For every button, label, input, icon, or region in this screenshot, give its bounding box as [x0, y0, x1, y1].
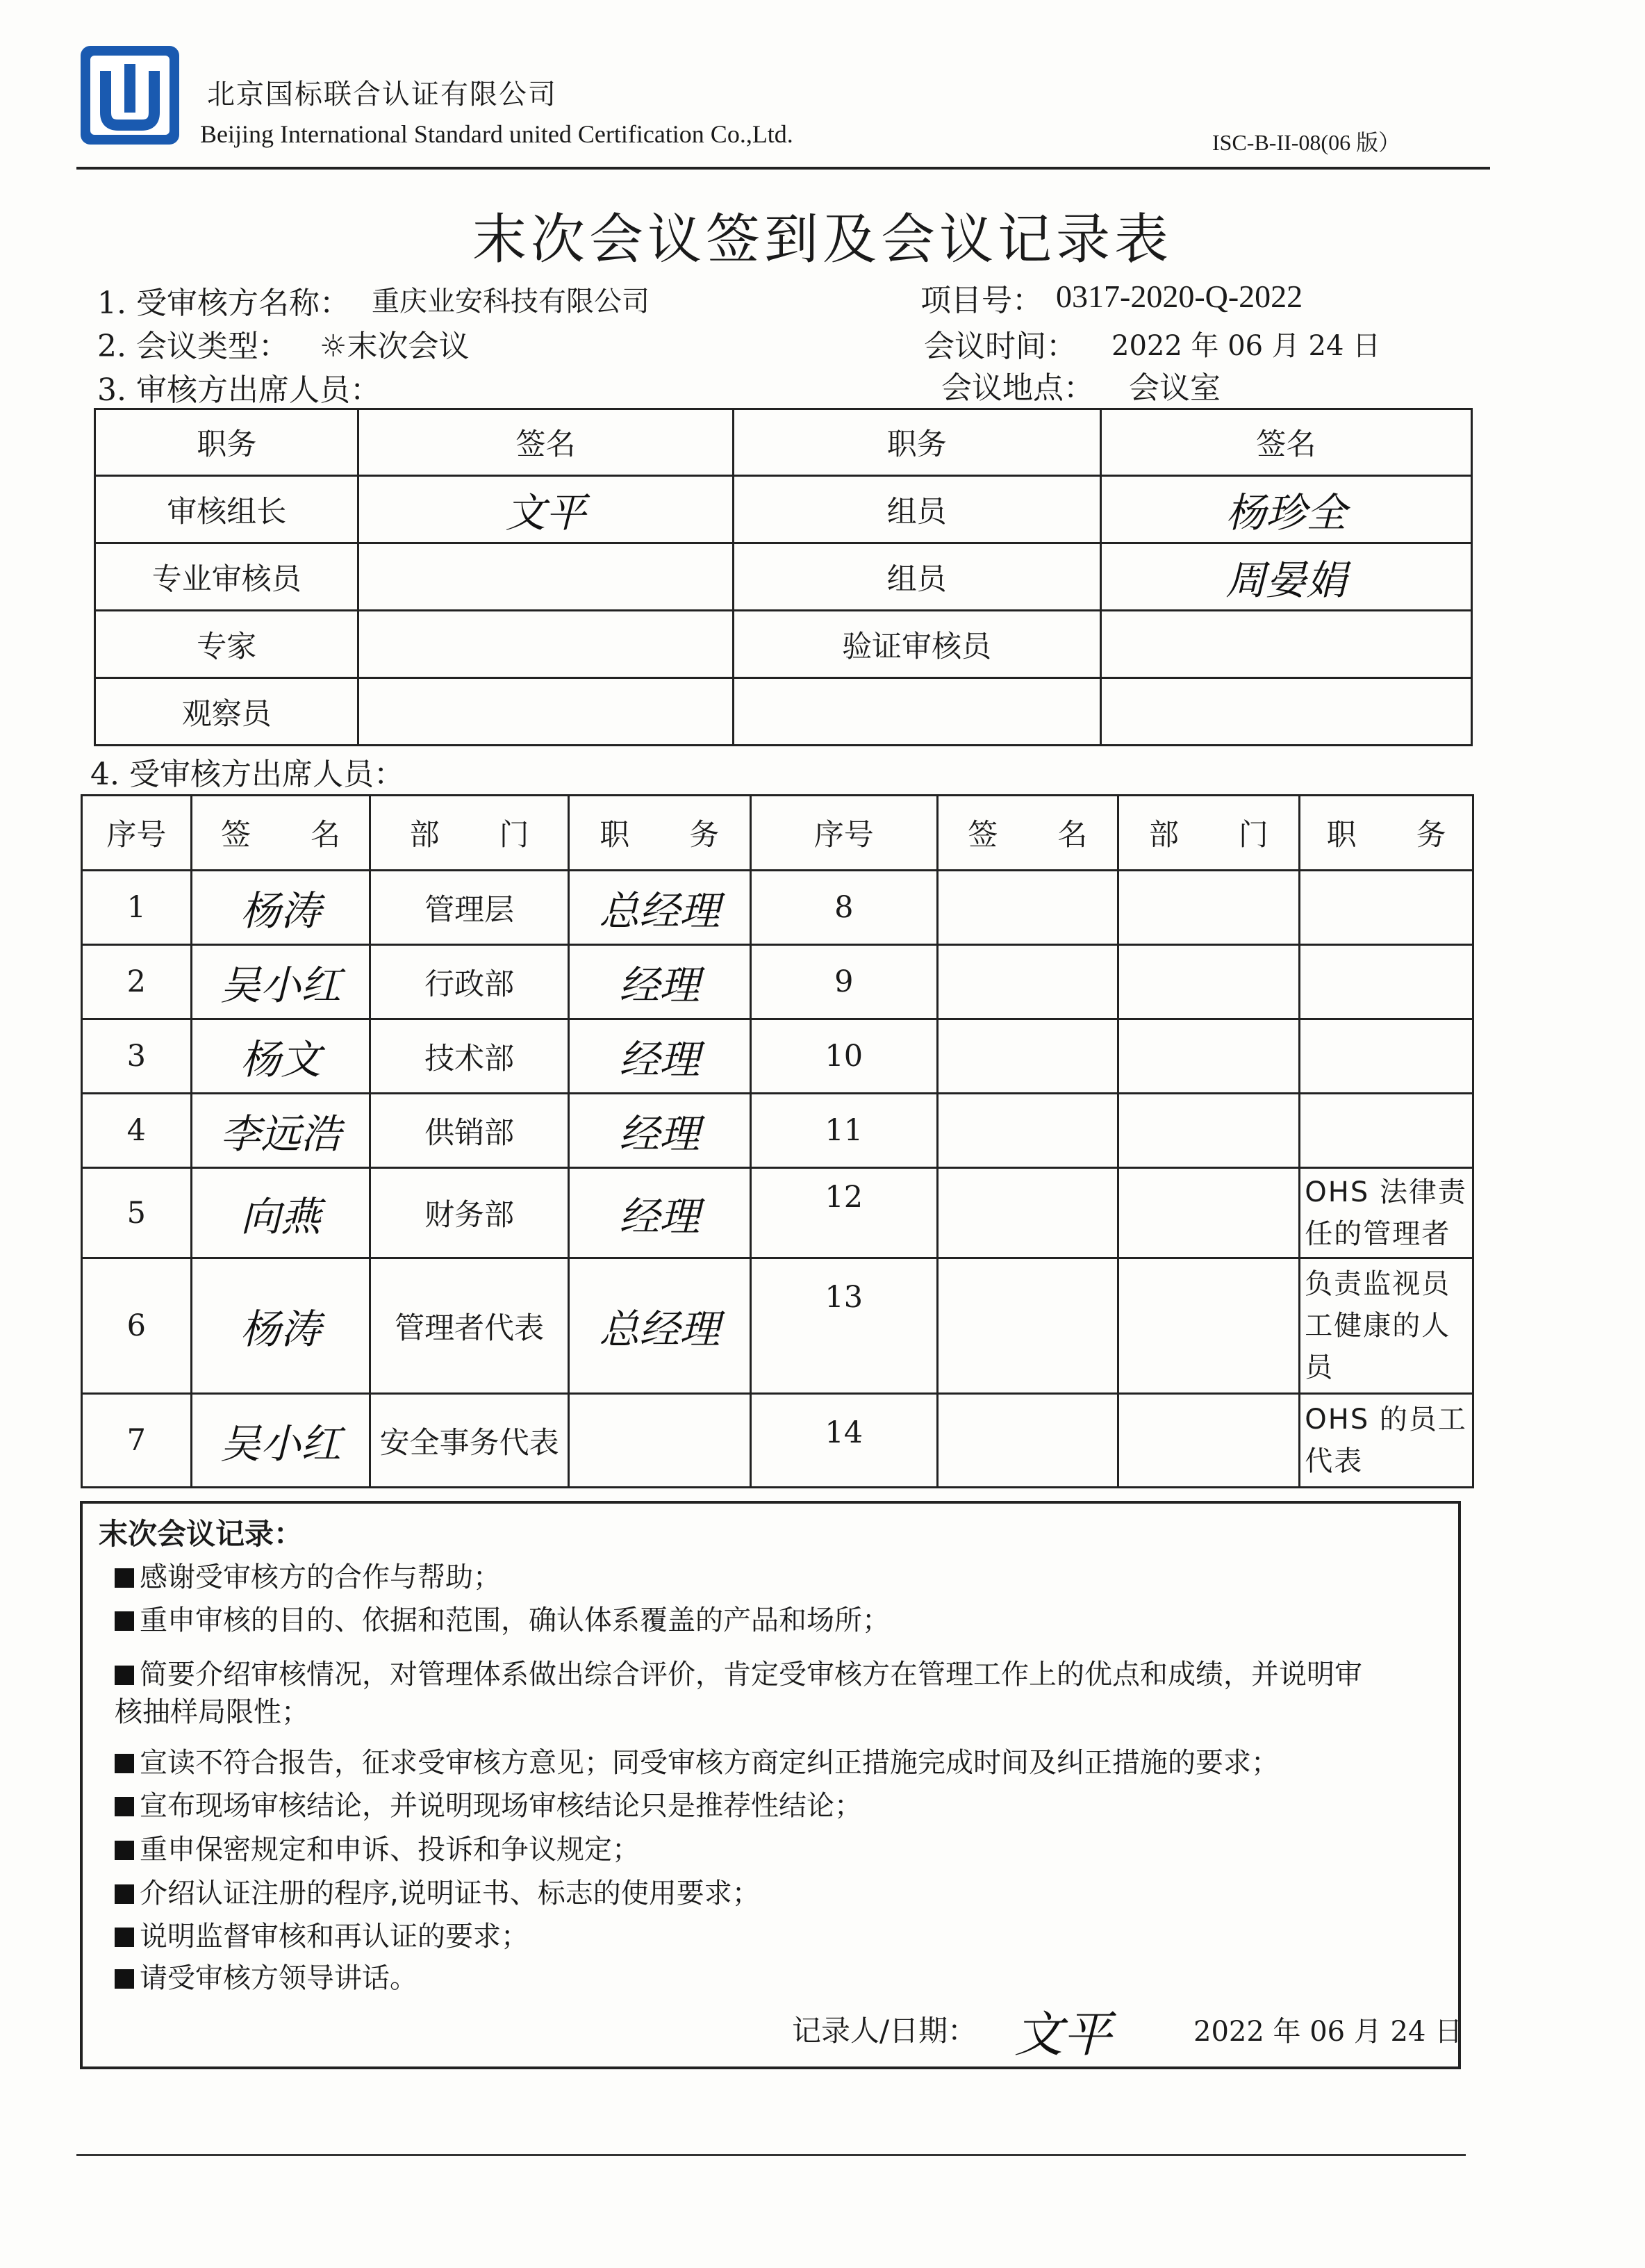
list-item-text: 宣布现场审核结论，并说明现场审核结论只是推荐性结论； — [140, 1790, 862, 1822]
bullet-icon — [115, 1969, 134, 1989]
bullet-icon — [115, 1568, 134, 1588]
meeting-type-label: 2. 会议类型： — [97, 329, 289, 364]
title-cell: 经理 — [568, 945, 750, 1019]
header-cell: 职 务 — [1300, 796, 1473, 871]
department-cell: 管理层 — [370, 871, 569, 945]
title-cell — [1300, 871, 1473, 945]
table-row — [82, 871, 1473, 945]
signature-cell — [937, 1094, 1118, 1168]
signature-cell — [937, 871, 1118, 945]
signature-cell — [1100, 611, 1471, 678]
signature-cell: 杨珍全 — [1100, 476, 1471, 543]
signature-cell — [1100, 678, 1471, 746]
footer-divider — [76, 2154, 1466, 2156]
signature-cell: 杨涛 — [191, 871, 370, 945]
list-item-text: 请受审核方领导讲话。 — [140, 1962, 418, 1994]
signature-cell: 杨涛 — [191, 1258, 370, 1394]
list-item-text: 简要介绍审核情况，对管理体系做出综合评价，肯定受审核方在管理工作上的优点和成绩，并说明审 — [140, 1659, 1362, 1691]
list-item-text: 感谢受审核方的合作与帮助； — [140, 1561, 501, 1593]
auditee-section-label: 4. 受审核方出席人员： — [90, 757, 404, 792]
title-cell: 负责监视员工健康的人员 — [1300, 1258, 1473, 1394]
row-number: 2 — [82, 945, 192, 1019]
title-cell — [1300, 1094, 1473, 1168]
department-cell: 供销部 — [370, 1094, 569, 1168]
header-cell: 职务 — [733, 409, 1100, 476]
row-number: 9 — [750, 945, 937, 1019]
signature-cell: 周晏娟 — [1100, 543, 1471, 611]
signature-cell: 李远浩 — [191, 1094, 370, 1168]
row-number: 4 — [82, 1094, 192, 1168]
project-number-label: 项目号： — [920, 283, 1043, 318]
auditor-section-label: 3. 审核方出席人员： — [97, 372, 381, 408]
role-cell: 专家 — [95, 611, 358, 678]
table-row — [95, 611, 1472, 678]
title-cell: OHS 的员工代表 — [1300, 1394, 1473, 1488]
record-title: 末次会议记录： — [99, 1517, 304, 1551]
signature-cell — [937, 1258, 1118, 1394]
department-cell — [1118, 1394, 1300, 1488]
signature-cell — [937, 1168, 1118, 1258]
row-number: 11 — [750, 1094, 937, 1168]
bullet-icon — [115, 1797, 134, 1816]
auditee-attendance-table — [81, 794, 1474, 1488]
document-title: 末次会议签到及会议记录表 — [472, 208, 1173, 271]
bullet-icon — [115, 1841, 134, 1860]
row-number: 7 — [82, 1394, 192, 1488]
list-item-text: 重申审核的目的、依据和范围，确认体系覆盖的产品和场所； — [140, 1604, 890, 1636]
meeting-place-label: 会议地点： — [941, 370, 1094, 406]
department-cell: 管理者代表 — [370, 1258, 569, 1394]
list-item — [115, 1956, 418, 1996]
header-cell: 部 门 — [1118, 796, 1300, 871]
row-number: 3 — [82, 1019, 192, 1094]
list-item — [115, 1652, 1362, 1692]
department-cell — [1118, 945, 1300, 1019]
bullet-icon — [115, 1666, 134, 1685]
table-row — [82, 1258, 1473, 1394]
table-row — [82, 1394, 1473, 1488]
signature-cell — [358, 678, 733, 746]
table-row — [82, 1094, 1473, 1168]
table-row — [95, 678, 1472, 746]
department-cell — [1118, 1019, 1300, 1094]
company-name-en: Beijing International Standard united Certification Co.,Ltd. — [200, 120, 793, 148]
company-logo — [78, 43, 182, 147]
meeting-type-value: ☼末次会议 — [320, 329, 470, 364]
header-cell: 序号 — [82, 796, 192, 871]
header-cell: 签名 — [1100, 409, 1471, 476]
header-cell: 部 门 — [370, 796, 569, 871]
header-cell: 序号 — [750, 796, 937, 871]
header-cell: 签名 — [358, 409, 733, 476]
title-cell: 经理 — [568, 1094, 750, 1168]
row-number: 14 — [750, 1394, 937, 1488]
signature-cell — [358, 543, 733, 611]
row-number: 6 — [82, 1258, 192, 1394]
title-cell — [568, 1394, 750, 1488]
auditee-name-label: 1. 受审核方名称： — [97, 286, 350, 321]
department-cell — [1118, 1258, 1300, 1394]
list-item — [115, 1555, 501, 1595]
auditee-name-value: 重庆业安科技有限公司 — [372, 286, 650, 318]
title-cell — [1300, 1019, 1473, 1094]
title-cell: 总经理 — [568, 871, 750, 945]
row-number: 10 — [750, 1019, 937, 1094]
role-cell: 组员 — [733, 476, 1100, 543]
list-item — [115, 1741, 1279, 1780]
header-cell: 职务 — [95, 409, 358, 476]
signature-cell — [937, 1394, 1118, 1488]
auditor-table-header — [95, 409, 1472, 476]
list-item-text: 介绍认证注册的程序,说明证书、标志的使用要求； — [140, 1877, 760, 1909]
list-item-text: 重申保密规定和申诉、投诉和争议规定； — [140, 1834, 640, 1866]
list-item-continuation: 核抽样局限性； — [115, 1696, 309, 1728]
list-item — [115, 1598, 890, 1638]
signature-cell: 吴小红 — [191, 945, 370, 1019]
role-cell: 专业审核员 — [95, 543, 358, 611]
list-item — [115, 1914, 529, 1954]
role-cell — [733, 678, 1100, 746]
list-item — [115, 1871, 760, 1911]
meeting-time-value: 2022 年 06 月 24 日 — [1111, 330, 1381, 362]
row-number: 12 — [750, 1168, 937, 1258]
list-item — [115, 1827, 640, 1867]
signature-cell — [937, 945, 1118, 1019]
row-number: 13 — [750, 1258, 937, 1394]
company-name-cn: 北京国标联合认证有限公司 — [207, 79, 557, 110]
auditor-attendance-table — [94, 408, 1473, 746]
department-cell — [1118, 871, 1300, 945]
role-cell: 审核组长 — [95, 476, 358, 543]
bullet-icon — [115, 1928, 134, 1947]
signature-cell — [358, 611, 733, 678]
form-code: ISC-B-II-08(06 版） — [1212, 130, 1401, 155]
department-cell: 财务部 — [370, 1168, 569, 1258]
list-item-text: 说明监督审核和再认证的要求； — [140, 1921, 529, 1953]
row-number: 8 — [750, 871, 937, 945]
table-row — [95, 543, 1472, 611]
signature-cell — [937, 1019, 1118, 1094]
row-number: 5 — [82, 1168, 192, 1258]
title-cell: 总经理 — [568, 1258, 750, 1394]
department-cell — [1118, 1168, 1300, 1258]
signature-cell: 吴小红 — [191, 1394, 370, 1488]
table-row — [82, 1019, 1473, 1094]
recorder-signature: 文平 — [1014, 2006, 1111, 2063]
bullet-icon — [115, 1884, 134, 1904]
table-row — [82, 1168, 1473, 1258]
title-cell — [1300, 945, 1473, 1019]
department-cell: 行政部 — [370, 945, 569, 1019]
meeting-place-value: 会议室 — [1129, 370, 1221, 406]
title-cell: 经理 — [568, 1019, 750, 1094]
table-row — [95, 476, 1472, 543]
header-cell: 职 务 — [568, 796, 750, 871]
signature-cell: 文平 — [358, 476, 733, 543]
department-cell: 安全事务代表 — [370, 1394, 569, 1488]
signature-cell: 向燕 — [191, 1168, 370, 1258]
row-number: 1 — [82, 871, 192, 945]
recorder-label: 记录人/日期： — [792, 2014, 977, 2048]
header-cell: 签 名 — [937, 796, 1118, 871]
role-cell: 验证审核员 — [733, 611, 1100, 678]
role-cell: 组员 — [733, 543, 1100, 611]
table-row — [82, 945, 1473, 1019]
role-cell: 观察员 — [95, 678, 358, 746]
meeting-time-label: 会议时间： — [924, 329, 1077, 364]
list-item-text: 宣读不符合报告，征求受审核方意见；同受审核方商定纠正措施完成时间及纠正措施的要求； — [140, 1747, 1279, 1779]
title-cell: OHS 法律责任的管理者 — [1300, 1168, 1473, 1258]
bullet-icon — [115, 1611, 134, 1631]
auditee-table-header — [82, 796, 1473, 871]
header-divider — [76, 167, 1490, 170]
department-cell — [1118, 1094, 1300, 1168]
department-cell: 技术部 — [370, 1019, 569, 1094]
recorder-date: 2022 年 06 月 24 日 — [1193, 2016, 1463, 2048]
title-cell: 经理 — [568, 1168, 750, 1258]
project-number-value: 0317-2020-Q-2022 — [1056, 279, 1303, 314]
header-cell: 签 名 — [191, 796, 370, 871]
list-item — [115, 1784, 862, 1823]
signature-cell: 杨文 — [191, 1019, 370, 1094]
bullet-icon — [115, 1754, 134, 1773]
